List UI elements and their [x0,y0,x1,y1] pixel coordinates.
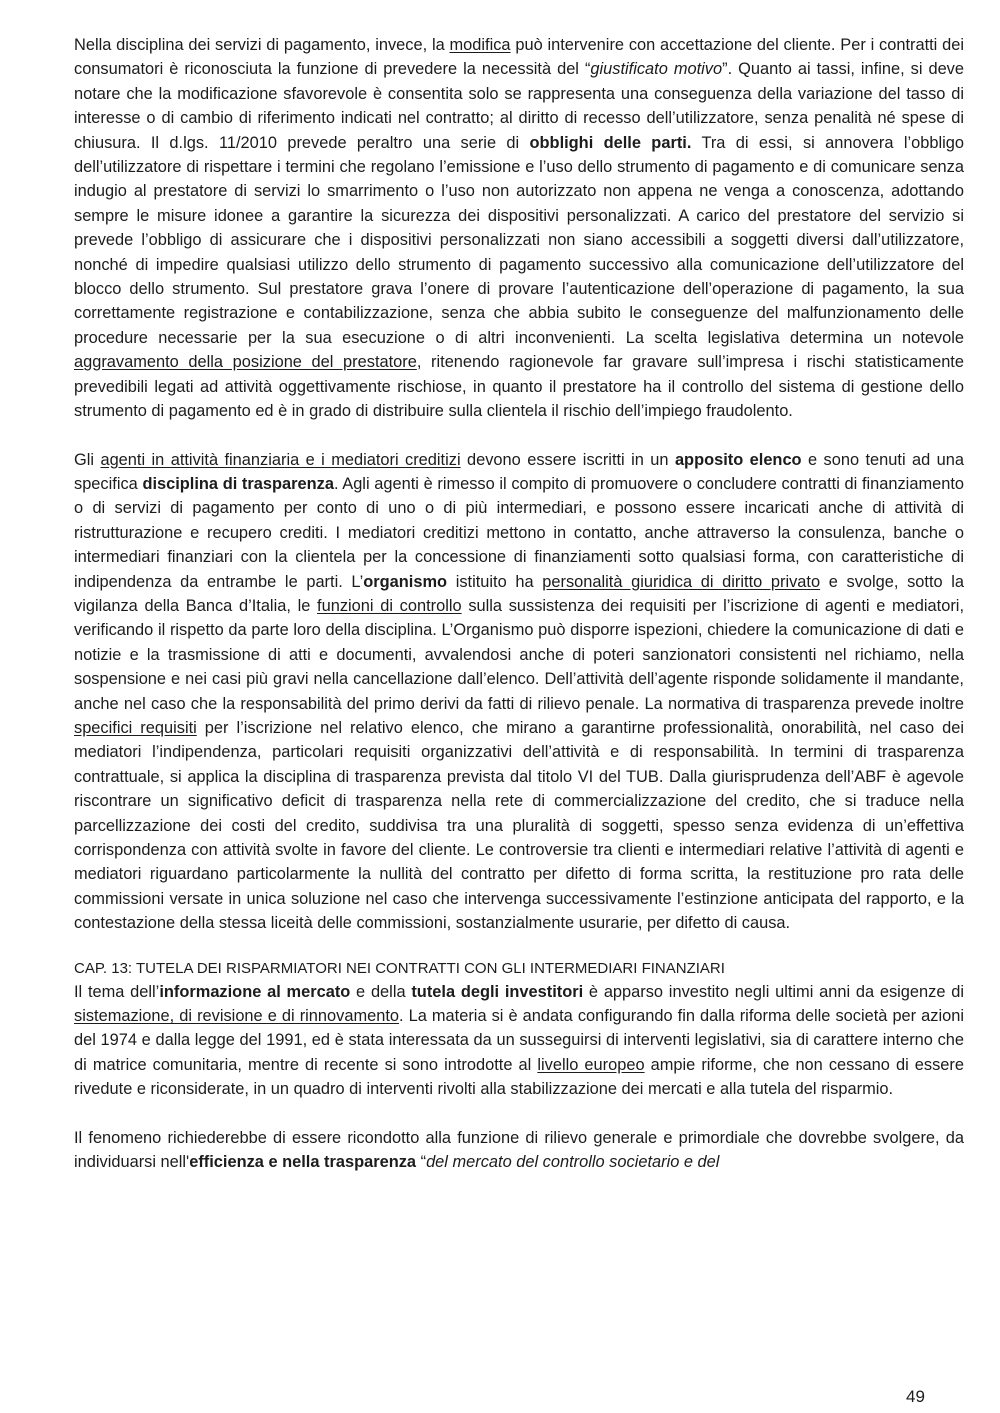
underlined-term: sistemazione, di revisione e di rinnovamento [74,1007,400,1026]
paragraph-agents-mediators [74,448,964,936]
underlined-term: funzioni di controllo [317,596,462,615]
text-run: Il tema dell’ [74,982,160,1001]
underlined-term: agenti in attività finanziaria e i mediatori creditizi [100,450,461,469]
bold-term: apposito elenco [674,450,802,469]
text-run: e della [350,982,412,1001]
underlined-term: livello europeo [537,1055,645,1074]
bold-term: tutela degli investitori [411,982,584,1001]
bold-term: disciplina di trasparenza [142,474,334,493]
text-run: sulla sussistenza dei requisiti per l’iscrizione di agenti e mediatori, verificando il rispetto da parte loro della disciplina. L’Organismo può disporre ispezioni, chiedere la comunicazione di dati e notizie e la trasmissione di atti e documenti, avvalendosi anche di poteri sanzionatori consistenti nel richiamo, nella sospensione e nei casi più gravi nella cancellazione dall’elenco. Dell’attività dell’agente risponde solidamente il mandante, anche nel caso che la responsabilità del primo derivi da fatti di rilievo penale. La normativa di trasparenza prevede inoltre [74,596,964,713]
text-run: è apparso investito negli ultimi anni da esigenze di [583,982,964,1001]
page-number: 49 [906,1387,925,1406]
text-run: “ [416,1153,427,1172]
text-run: ampie riforme, che non cessano di essere rivedute e riconsiderate, in un quadro di interventi rivolti alla stabilizzazione dei mercati e alla tutela del risparmio. [74,1055,964,1099]
text-run: istituito ha [447,572,543,591]
text-run: e sono tenuti ad una specifica [74,450,964,493]
chapter-heading: CAP. 13: TUTELA DEI RISPARMIATORI NEI CONTRATTI CON GLI INTERMEDIARI FINANZIARI [74,959,725,977]
text-run: Gli [74,450,101,469]
italic-term: del mercato del controllo societario e del [426,1153,720,1172]
text-run: può intervenire con accettazione del cliente. Per i contratti dei consumatori è riconosciuta la funzione di prevedere la necessità del “ [74,36,964,79]
underlined-term: personalità giuridica di diritto privato [542,572,821,591]
text-run: Nella disciplina dei servizi di pagamento, invece, la [74,36,450,54]
text-run: per l’iscrizione nel relativo elenco, che mirano a garantirne professionalità, onorabilità, nel caso dei mediatori l’indipendenza, particolari requisiti organizzativi dell’attività e di responsabilità. In termini di trasparenza contrattuale, si applica la disciplina di trasparenza prevista dal titolo VI del TUB. Dalla giurisprudenza dell’ABF è agevole riscontrare un significativo deficit di trasparenza nella rete di commercializzazione del credito, che si traduce nella parcellizzazione dei costi del credito, suddivisa tra una pluralità di soggetti, spesso senza evidenza di un’effettiva corrispondenza con attività svolte in favore del cliente. Le controversie tra clienti e intermediari relative l’attività di agenti e mediatori riguardano particolarmente la nullità del contratto per difetto di forma scritta, la restituzione pro rata delle commissioni versate in unica soluzione nel caso che intervenga successivamente l’estinzione anticipata del rapporto, e la contestazione della stessa liceità delle commissioni, sostanzialmente usurarie, per difetto di causa. [74,718,964,933]
paragraph-investor-protection [74,980,964,1102]
bold-term: organismo [363,572,448,591]
text-run: devono essere iscritti in un [460,450,675,469]
document-page [74,33,964,1174]
text-run: e svolge, sotto la vigilanza della Banca d’Italia, le [74,572,965,615]
text-run: Il fenomeno richiederebbe di essere ricondotto alla funzione di rilievo generale e primordiale che dovrebbe svolgere, da individuarsi nell' [74,1128,964,1172]
underlined-term: modifica [449,36,511,54]
paragraph-market-phenomenon [74,1126,964,1175]
text-run: ”. Quanto ai tassi, infine, si deve notare che la modificazione sfavorevole è consentita solo se rappresenta una conseguenza della variazione del tasso di interesse o di cambio di riferimento indicati nel contratto; al diritto di recesso dell’utilizzatore, senza penalità né spese di chiusura. Il d.lgs. 11/2010 prevede peraltro una serie di [74,60,964,152]
text-run: Tra di essi, si annovera l’obbligo dell’utilizzatore di rispettare i termini che regolano l’emissione e l’uso dello strumento di pagamento e di comunicare senza indugio al prestatore di servizi lo smarrimento o l’uso non autorizzato non appena ne venga a conoscenza, adottando sempre le misure idonee a garantire la sicurezza dei dispositivi personalizzati. A carico del prestatore del servizio si prevede l’obbligo di assicurare che i dispositivi personalizzati non siano accessibili a soggetti diversi dall’utilizzatore, nonché di impedire qualsiasi utilizzo dello strumento di pagamento successivo alla comunicazione dell’utilizzatore del blocco dello strumento. Sul prestatore grava l’onere di provare l’autenticazione dell’operazione di pagamento, la sua correttamente registrazione e contabilizzazione, senza che abbia subito le conseguenze del malfunzionamento delle procedure necessarie per la sua esecuzione o di altri inconvenienti. La scelta legislativa determina un notevole [74,133,964,347]
italic-term: giustificato motivo [590,60,723,79]
bold-term: informazione al mercato [159,982,351,1001]
text-run: , ritenendo ragionevole far gravare sull’impresa i rischi statisticamente prevedibili legati ad attività oggettivamente rischiose, in quanto il prestatore ha il controllo del sistema di gestione dello strumento di pagamento ed è in grado di distribuire sulla clientela il rischio dell’impiego fraudolento. [74,353,964,421]
bold-term: efficienza e nella trasparenza [189,1153,417,1172]
text-run: . Agli agenti è rimesso il compito di promuovere o concludere contratti di finanziamento o di servizi di pagamento per conto di uno o di più intermediari, e possono essere incaricati anche di attività di ristrutturazione e recupero crediti. I mediatori creditizi mettono in contatto, anche attraverso la consulenza, banche o intermediari finanziari con la clientela per la concessione di finanziamenti sotto qualsiasi forma, con caratteristiche di indipendenza da entrambe le parti. L’ [74,474,964,591]
paragraph-payment-services [74,33,964,424]
bold-term: obblighi delle parti. [529,133,692,152]
text-run: . La materia si è andata configurando fin dalla riforma delle società per azioni del 1974 e dalla legge del 1991, ed è stata interessata da un susseguirsi di interventi legislativi, sia di carattere interno che di matrice comunitaria, mentre di recente si sono introdotte al [74,1007,965,1074]
underlined-term: aggravamento della posizione del prestatore [74,353,417,372]
underlined-term: specifici requisiti [74,718,197,737]
